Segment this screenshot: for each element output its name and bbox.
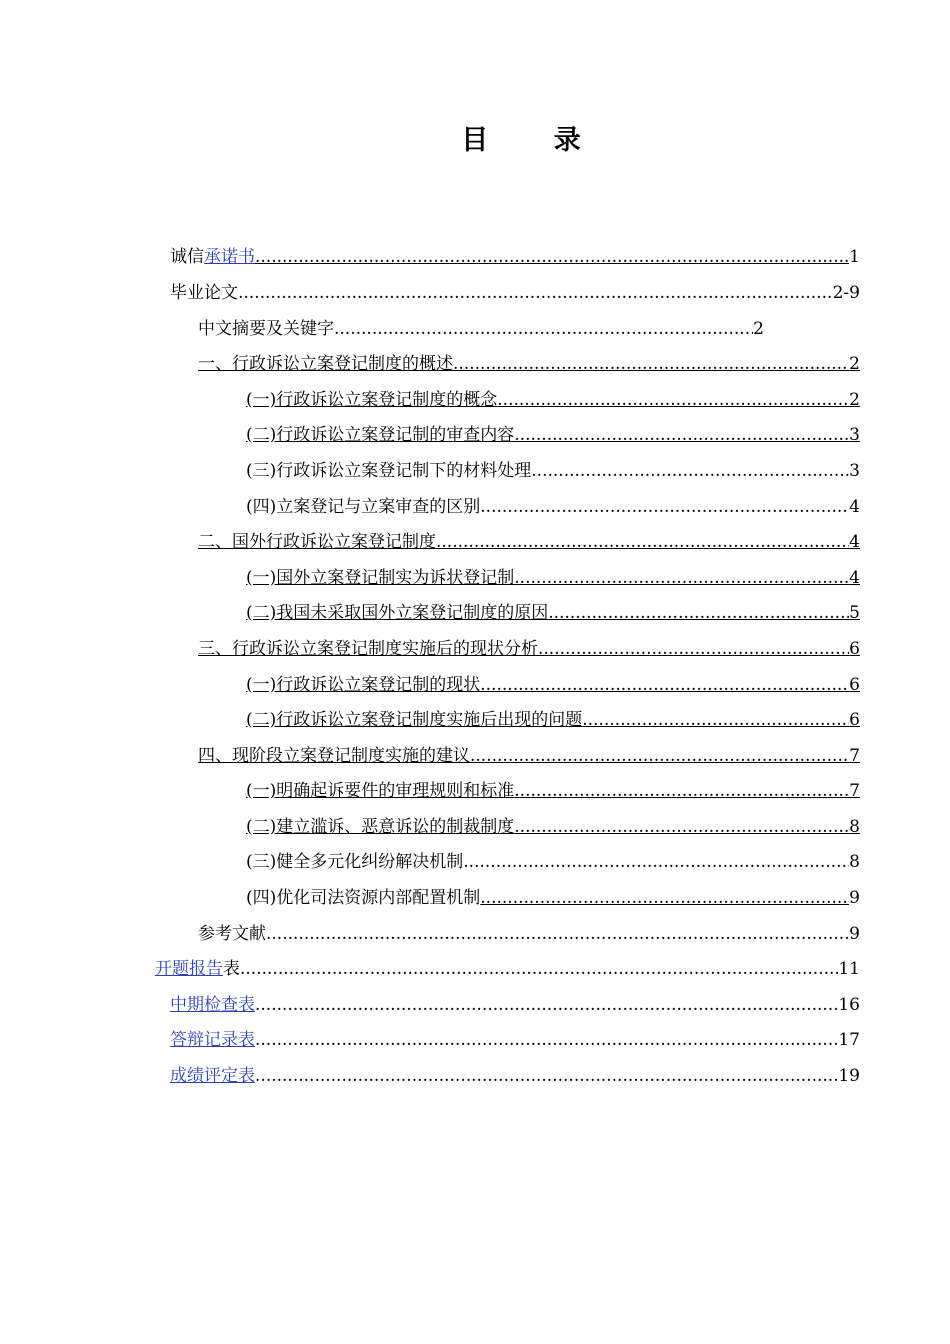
toc-entry-chapter-1[interactable] [198, 345, 860, 375]
toc-page-number: 1 [849, 247, 860, 267]
toc-entry-2-1[interactable] [246, 559, 860, 589]
dot-leader [514, 567, 849, 589]
toc-link[interactable]: 承诺书 [204, 247, 255, 267]
dot-leader [238, 282, 833, 304]
toc-page-number: 4 [849, 532, 860, 552]
toc-entry-chapter-2[interactable] [198, 523, 860, 553]
dot-leader [240, 958, 838, 980]
toc-entry-title: (二)行政诉讼立案登记制度实施后出现的问题 [246, 710, 583, 730]
toc-page-number: 9 [849, 924, 860, 944]
toc-page-number: 7 [849, 746, 860, 766]
toc-entry-title: (四)优化司法资源内部配置机制 [246, 888, 481, 908]
toc-page-number: 2 [849, 390, 860, 410]
toc-entry-1-3[interactable] [246, 452, 860, 482]
dot-leader [538, 638, 849, 660]
toc-entry-title: (三)健全多元化纠纷解决机制 [246, 852, 464, 872]
toc-page-number: 5 [849, 603, 860, 623]
toc-entry-title: 参考文献 [198, 924, 266, 944]
toc-link[interactable]: 中期检查表 [170, 995, 255, 1015]
toc-entry-title: (二)建立滥诉、恶意诉讼的制裁制度 [246, 817, 515, 837]
toc-entry-integrity-pledge[interactable] [170, 238, 860, 268]
toc-entry-references[interactable] [198, 915, 860, 945]
toc-entry-title: 中文摘要及关键字 [198, 319, 334, 339]
toc-entry-title: 诚信承诺书 [170, 247, 255, 267]
toc-entry-title: (四)立案登记与立案审查的区别 [246, 497, 481, 517]
dot-leader [453, 353, 849, 375]
dot-leader [480, 887, 849, 909]
toc-link[interactable]: 成绩评定表 [170, 1066, 255, 1086]
dot-leader [255, 1065, 838, 1087]
toc-entry-3-1[interactable] [246, 666, 860, 696]
toc-entry-midterm-check[interactable] [170, 986, 860, 1016]
toc-page-number: 7 [849, 781, 860, 801]
dot-leader [514, 780, 849, 802]
dot-leader [531, 460, 849, 482]
toc-entry-abstract[interactable] [198, 310, 764, 340]
dot-leader [255, 246, 849, 268]
dot-leader [514, 816, 849, 838]
toc-entry-1-4[interactable] [246, 488, 860, 518]
dot-leader [334, 318, 753, 340]
toc-page-number: 11 [838, 959, 860, 979]
toc-entry-title: 三、行政诉讼立案登记制度实施后的现状分析 [198, 639, 538, 659]
toc-entry-chapter-3[interactable] [198, 630, 860, 660]
dot-leader [266, 923, 849, 945]
toc-page-number: 6 [849, 710, 860, 730]
toc-entry-title: 开题报告表 [155, 959, 240, 979]
dot-leader [480, 496, 849, 518]
toc-entry-title: (一)明确起诉要件的审理规则和标准 [246, 781, 515, 801]
toc-entry-title: 四、现阶段立案登记制度实施的建议 [198, 746, 470, 766]
toc-entry-4-4[interactable] [246, 879, 860, 909]
dot-leader [582, 709, 849, 731]
toc-entry-4-1[interactable] [246, 772, 860, 802]
toc-page-number: 17 [838, 1030, 860, 1050]
toc-entry-title: (一)国外立案登记制实为诉状登记制 [246, 568, 515, 588]
toc-page-number: 4 [849, 497, 860, 517]
toc-page-number: 19 [838, 1066, 860, 1086]
dot-leader [470, 745, 849, 767]
dot-leader [514, 424, 849, 446]
toc-entry-title: 一、行政诉讼立案登记制度的概述 [198, 354, 453, 374]
toc-page-number: 3 [849, 461, 860, 481]
page-title: 目 录 [461, 125, 609, 156]
toc-entry-1-1[interactable] [246, 381, 860, 411]
toc-page-number: 2 [753, 319, 764, 339]
toc-page-number: 9 [849, 888, 860, 908]
toc-entry-title: (一)行政诉讼立案登记制的现状 [246, 675, 481, 695]
toc-link[interactable]: 答辩记录表 [170, 1030, 255, 1050]
toc-page-number: 8 [849, 852, 860, 872]
toc-entry-title: (二)行政诉讼立案登记制的审查内容 [246, 425, 515, 445]
toc-entry-defense-record[interactable] [170, 1021, 860, 1051]
dot-leader [480, 674, 849, 696]
toc-page-number: 6 [849, 675, 860, 695]
toc-entry-2-2[interactable] [246, 594, 860, 624]
toc-page-number: 4 [849, 568, 860, 588]
toc-entry-title: (三)行政诉讼立案登记制下的材料处理 [246, 461, 532, 481]
toc-page-number: 3 [849, 425, 860, 445]
toc-entry-1-2[interactable] [246, 416, 860, 446]
toc-entry-chapter-4[interactable] [198, 737, 860, 767]
toc-entry-proposal-report[interactable] [155, 950, 860, 980]
toc-page-number: 2 [849, 354, 860, 374]
toc-page-number: 6 [849, 639, 860, 659]
dot-leader [548, 602, 849, 624]
dot-leader [255, 1029, 838, 1051]
toc-page-number: 2-9 [832, 283, 860, 303]
toc-entry-3-2[interactable] [246, 701, 860, 731]
toc-page-number: 8 [849, 817, 860, 837]
toc-entry-grade-evaluation[interactable] [170, 1057, 860, 1087]
dot-leader [463, 851, 849, 873]
dot-leader [436, 531, 849, 553]
toc-entry-4-2[interactable] [246, 808, 860, 838]
dot-leader [497, 389, 849, 411]
dot-leader [255, 994, 838, 1016]
toc-page-number: 16 [838, 995, 860, 1015]
toc-entry-thesis[interactable] [170, 274, 860, 304]
toc-entry-title: 毕业论文 [170, 283, 238, 303]
toc-entry-title: (一)行政诉讼立案登记制度的概念 [246, 390, 498, 410]
toc-entry-4-3[interactable] [246, 843, 860, 873]
toc-link[interactable]: 开题报告 [155, 959, 223, 979]
toc-entry-title: (二)我国未采取国外立案登记制度的原因 [246, 603, 549, 623]
toc-entry-title: 二、国外行政诉讼立案登记制度 [198, 532, 436, 552]
